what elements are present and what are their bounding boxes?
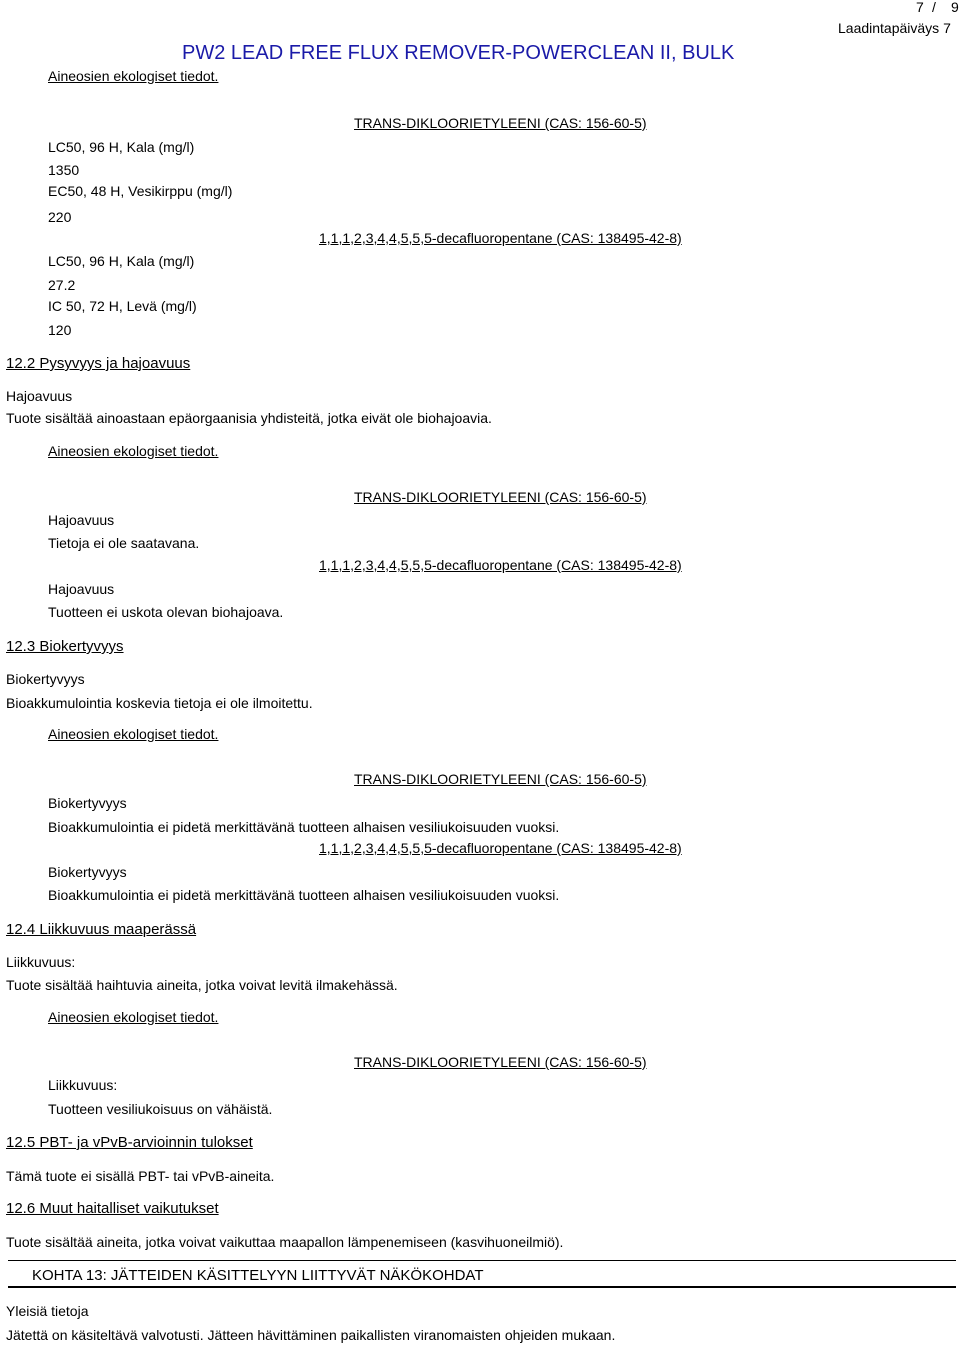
deca-degradability-text: Tuotteen ei uskota olevan biohajoava. [48,604,284,620]
section-12-5-heading: 12.5 PBT- ja vPvB-arvioinnin tulokset [6,1134,253,1151]
trans-degradability-text: Tietoja ei ole saatavana. [48,535,200,551]
deca-ic50-label: IC 50, 72 H, Levä (mg/l) [48,298,197,314]
bioaccumulation-text: Bioakkumulointia koskevia tietoja ei ole ilmoitettu. [6,695,313,711]
general-info-label: Yleisiä tietoja [6,1303,89,1319]
document-title: PW2 LEAD FREE FLUX REMOVER-POWERCLEAN II, BULK [182,42,735,64]
deca-degradability-label: Hajoavuus [48,581,115,597]
substance-trans-heading: TRANS-DIKLOORIETYLEENI (CAS: 156-60-5) [354,1054,647,1070]
bioaccumulation-label: Biokertyvyys [6,671,85,687]
deca-bioaccumulation-label: Biokertyvyys [48,864,127,880]
trans-lc50-label: LC50, 96 H, Kala (mg/l) [48,139,195,155]
substance-decafluoro-heading: 1,1,1,2,3,4,4,5,5,5-decafluoropentane (CAS: 138495-42-8) [319,840,682,856]
section-12-2-heading: 12.2 Pysyvyys ja hajoavuus [6,355,191,372]
substance-decafluoro-heading: 1,1,1,2,3,4,4,5,5,5-decafluoropentane (CAS: 138495-42-8) [319,230,682,246]
trans-mobility-label: Liikkuvuus: [48,1077,118,1093]
degradability-label: Hajoavuus [6,388,73,404]
trans-ec50-label: EC50, 48 H, Vesikirppu (mg/l) [48,183,233,199]
section-12-6-heading: 12.6 Muut haitalliset vaikutukset [6,1200,219,1217]
degradability-text: Tuote sisältää ainoastaan epäorgaanisia yhdisteitä, jotka eivät ole biohajoavia. [6,410,492,426]
revision-label: Laadintapäiväys 7 [838,20,951,36]
section-13-banner [8,1260,956,1288]
other-effects-text: Tuote sisältää aineita, jotka voivat vaikuttaa maapallon lämpenemiseen (kasvihuoneilmiö). [6,1234,564,1250]
trans-bioaccumulation-text: Bioakkumulointia ei pidetä merkittävänä tuotteen alhaisen vesiliukoisuuden vuoksi. [48,819,560,835]
deca-lc50-label: LC50, 96 H, Kala (mg/l) [48,253,195,269]
deca-bioaccumulation-text: Bioakkumulointia ei pidetä merkittävänä tuotteen alhaisen vesiliukoisuuden vuoksi. [48,887,560,903]
mobility-label: Liikkuvuus: [6,954,76,970]
section-12-3-heading: 12.3 Biokertyvyys [6,638,124,655]
waste-text: Jätettä on käsiteltävä valvotusti. Jätteen hävittäminen paikallisten viranomaisten ohjeiden mukaan. [6,1327,616,1343]
deca-ic50-value: 120 [48,322,72,338]
section-12-4-heading: 12.4 Liikkuvuus maaperässä [6,921,197,938]
ecological-info-label: Aineosien ekologiset tiedot. [48,443,219,459]
trans-lc50-value: 1350 [48,162,80,178]
ecological-info-label: Aineosien ekologiset tiedot. [48,1009,219,1025]
section-13-heading: KOHTA 13: JÄTTEIDEN KÄSITTELYYN LIITTYVÄT NÄKÖKOHDAT [32,1267,484,1284]
deca-lc50-value: 27.2 [48,277,76,293]
page-number-total: 9 [951,0,959,15]
page-number-current: 7 [916,0,924,15]
mobility-text: Tuote sisältää haihtuvia aineita, jotka voivat levitä ilmakehässä. [6,977,398,993]
trans-degradability-label: Hajoavuus [48,512,115,528]
trans-mobility-text: Tuotteen vesiliukoisuus on vähäistä. [48,1101,273,1117]
page-number-separator: / [932,0,936,15]
substance-trans-heading: TRANS-DIKLOORIETYLEENI (CAS: 156-60-5) [354,771,647,787]
substance-trans-heading: TRANS-DIKLOORIETYLEENI (CAS: 156-60-5) [354,115,647,131]
pbt-text: Tämä tuote ei sisällä PBT- tai vPvB-aineita. [6,1168,275,1184]
substance-trans-heading: TRANS-DIKLOORIETYLEENI (CAS: 156-60-5) [354,489,647,505]
ecological-info-label: Aineosien ekologiset tiedot. [48,68,219,84]
ecological-info-label: Aineosien ekologiset tiedot. [48,726,219,742]
trans-bioaccumulation-label: Biokertyvyys [48,795,127,811]
trans-ec50-value: 220 [48,209,72,225]
substance-decafluoro-heading: 1,1,1,2,3,4,4,5,5,5-decafluoropentane (CAS: 138495-42-8) [319,557,682,573]
